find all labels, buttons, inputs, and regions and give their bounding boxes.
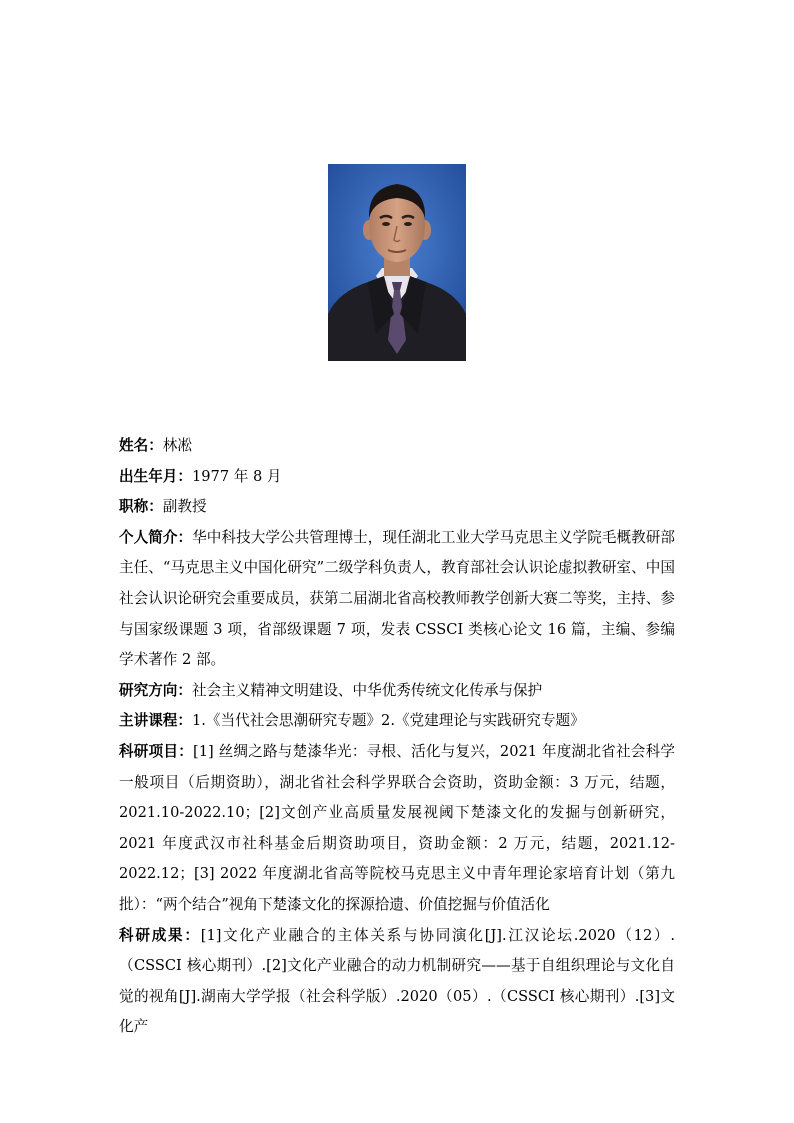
title-label: 职称： — [119, 498, 163, 516]
research-row — [119, 676, 675, 707]
courses-row — [119, 706, 675, 737]
bio-label: 个人简介： — [119, 528, 193, 546]
portrait-illustration — [328, 164, 466, 361]
bio-value: 华中科技大学公共管理博士，现任湖北工业大学马克思主义学院毛概教研部主任、“马克思主义中国化研究”二级学科负责人，教育部社会认识论虚拟教研室、中国社会认识论研究会重要成员，获第二届湖北省高校教师教学创新大赛二等奖，主持、参与国家级课题 3 项，省部级课题 7 项，发表 CSSCI 类核心论文 16 篇，主编、参编学术著作 2 部。 — [119, 528, 675, 669]
birth-label: 出生年月： — [119, 467, 192, 485]
portrait-photo — [328, 164, 466, 361]
projects-label: 科研项目： — [119, 742, 194, 760]
name-label: 姓名： — [119, 437, 163, 454]
title-row — [119, 492, 675, 523]
profile-content — [119, 431, 675, 1043]
research-label: 研究方向： — [119, 681, 192, 699]
courses-value: 1.《当代社会思潮研究专题》2.《党建理论与实践研究专题》 — [191, 712, 585, 730]
research-value: 社会主义精神文明建设、中华优秀传统文化传承与保护 — [191, 681, 543, 699]
bio-paragraph — [119, 523, 675, 676]
achievements-paragraph — [119, 921, 675, 1043]
name-row — [119, 431, 675, 462]
birth-value: 1977 年 8 月 — [191, 467, 282, 485]
projects-value: [1] 丝绸之路与楚漆华光：寻根、活化与复兴，2021 年度湖北省社会科学一般项目（后期资助），湖北省社会科学界联合会资助，资助金额：3 万元，结题，2021.10-2022.10；[2]文创产业高质量发展视阈下楚漆文化的发掘与创新研究，2021 年度武汉市社科基金后期资助项目，资助金额：2 万元，结题，2021.12-2022.12；[3] 2022 年度湖北省高等院校马克思主义中青年理论家培育计划（第九批）：“两个结合”视角下楚漆文化的探源拾遗、价值挖掘与价值活化 — [119, 742, 675, 913]
achievements-label: 科研成果： — [119, 926, 201, 944]
title-value: 副教授 — [162, 498, 207, 516]
courses-label: 主讲课程： — [119, 712, 192, 730]
name-value: 林凇 — [162, 437, 192, 454]
achievements-value: [1]文化产业融合的主体关系与协同演化[J].江汉论坛.2020（12）.（CSSCI 核心期刊）.[2]文化产业融合的动力机制研究——基于自组织理论与文化自觉的视角[J].湖南大学学报（社会科学版）.2020（05）.（CSSCI 核心期刊）.[3]文化产 — [119, 926, 675, 1036]
projects-paragraph — [119, 737, 675, 921]
birth-row — [119, 462, 675, 493]
